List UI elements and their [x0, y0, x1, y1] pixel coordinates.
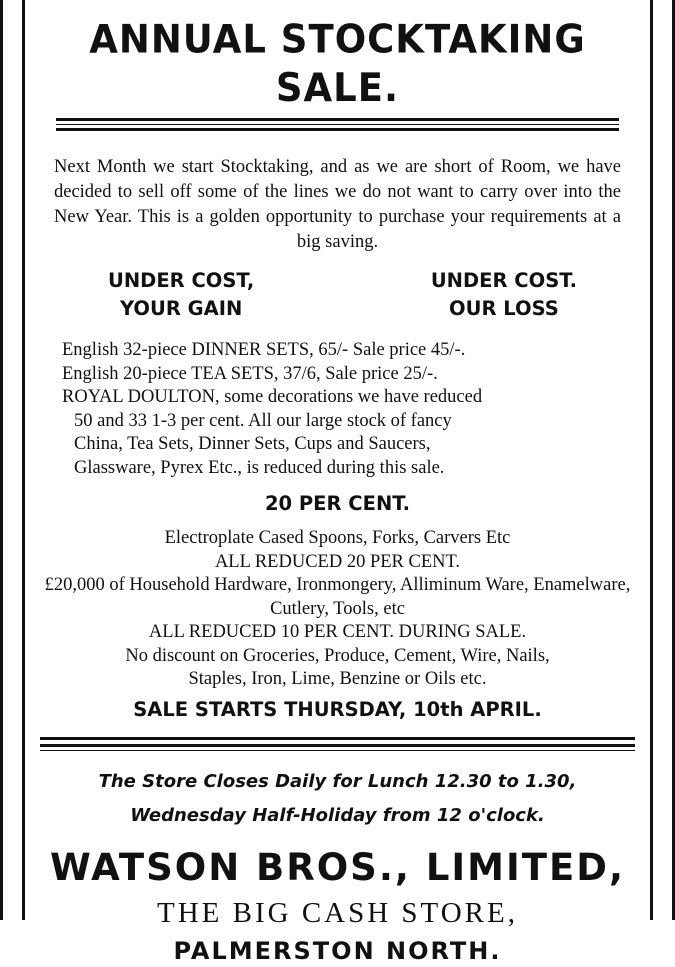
no-discount-items: Staples, Iron, Lime, Benzine or Oils etc. [188, 669, 487, 689]
company-tagline: THE BIG CASH STORE, [157, 896, 518, 929]
frame-corner-ornament-left [0, 0, 29, 23]
slogan-right [431, 267, 577, 323]
frame-border-left-outer [0, 0, 3, 920]
frame-border-left [22, 0, 25, 920]
slogan-right-line1: UNDER COST. [430, 269, 577, 292]
reduced-list [40, 527, 635, 692]
sale-start-date: SALE STARTS THURSDAY, 10th APRIL. [133, 697, 542, 721]
offers-list [62, 339, 635, 480]
headline: ANNUAL STOCKTAKING SALE. [89, 16, 586, 111]
slogan-right-line2: OUR LOSS [449, 297, 559, 320]
offer-dinner-sets: English 32-piece DINNER SETS, 65/- Sale price 45/-. [62, 340, 466, 360]
reduced-20-percent: ALL REDUCED 20 PER CENT. [214, 551, 461, 572]
offer-glassware-line: Glassware, Pyrex Etc., is reduced during this sale. [74, 457, 445, 478]
slogan-left [108, 267, 254, 323]
offer-china-line: China, Tea Sets, Dinner Sets, Cups and Saucers, [74, 434, 431, 454]
reduced-hardware: £20,000 of Household Hardware, Ironmongery, Alliminum Ware, Enamelware, Cutlery, Tools, etc [44, 575, 631, 619]
frame-border-right [650, 0, 653, 920]
advertisement [40, 0, 635, 967]
company-town: PALMERSTON NORTH. [173, 936, 502, 965]
offer-tea-sets: English 20-piece TEA SETS, 37/6, Sale price 25/-. [62, 363, 438, 384]
headline-rule [56, 118, 619, 131]
no-discount-line: No discount on Groceries, Produce, Cement, Wire, Nails, [125, 645, 550, 666]
company-name: WATSON BROS., LIMITED, [49, 845, 626, 889]
reduced-10-percent: ALL REDUCED 10 PER CENT. DURING SALE. [148, 622, 527, 642]
offer-reduction-line: 50 and 33 1-3 per cent. All our large stock of fancy [74, 410, 452, 431]
slogans [108, 267, 577, 323]
offer-royal-doulton: ROYAL DOULTON, some decorations we have reduced [62, 387, 483, 407]
slogan-left-line2: YOUR GAIN [120, 297, 243, 320]
frame-corner-ornament-right [646, 0, 675, 23]
section-rule [40, 737, 635, 751]
reduced-electroplate: Electroplate Cased Spoons, Forks, Carvers Etc [164, 528, 511, 548]
slogan-left-line1: UNDER COST, [108, 269, 255, 292]
twenty-per-cent-heading: 20 PER CENT. [264, 492, 411, 515]
intro-paragraph: Next Month we start Stocktaking, and as we are short of Room, we have decided to sell off some of the lines we do not want to carry over into the New Year. This is a golden opportunity to purchase your requirements at a big saving. [54, 157, 621, 252]
store-hours-notice: The Store Closes Daily for Lunch 12.30 to 1.30, Wednesday Half-Holiday from 12 o'clock. [98, 770, 577, 826]
